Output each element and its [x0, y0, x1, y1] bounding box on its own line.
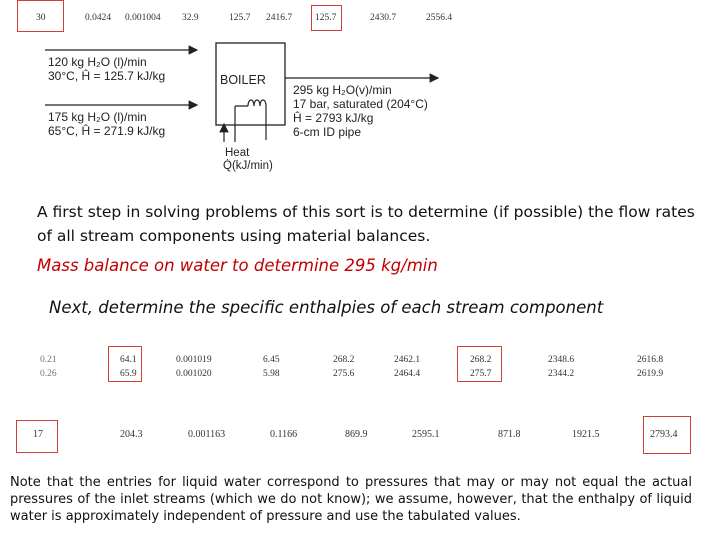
stream-text: Heat [225, 147, 250, 159]
table-cell: 0.001004 [125, 13, 161, 23]
outlet-stream-label [293, 83, 428, 139]
table-cell: 2462.1 [394, 355, 421, 365]
table-cell: 2464.4 [394, 369, 421, 379]
table-cell: 17 [33, 429, 43, 440]
inlet-stream-2-label [48, 110, 165, 138]
table-cell: 2416.7 [266, 13, 293, 23]
table-cell: 2616.8 [637, 355, 664, 365]
stream-text: 65°C, Ĥ = 271.9 kJ/kg [48, 124, 166, 138]
table-cell: 0.001019 [176, 355, 212, 365]
stream-text: 6-cm ID pipe [293, 125, 362, 139]
table-cell: 871.8 [498, 429, 521, 440]
table-cell: 2595.1 [412, 429, 440, 440]
highlight-box [457, 346, 502, 382]
table-cell: 268.2 [333, 355, 355, 365]
stream-text: 295 kg H₂O(v)/min [293, 83, 392, 97]
next-step-text: Next, determine the specific enthalpies of each stream component [49, 298, 604, 317]
table-cell: 1921.5 [572, 429, 600, 440]
table-cell: 2348.6 [548, 355, 575, 365]
table-cell: 2619.9 [637, 369, 664, 379]
table-cell: 64.1 [120, 355, 137, 365]
table-cell: 2793.4 [650, 429, 678, 440]
table-cell: 275.7 [470, 369, 492, 379]
table-cell: 275.6 [333, 369, 355, 379]
table-cell: 0.21 [40, 355, 57, 365]
stream-text: 120 kg H₂O (l)/min [48, 55, 147, 69]
table-cell: 0.26 [40, 369, 57, 379]
inlet-stream-1-label [48, 55, 165, 83]
table-cell: 0.001020 [176, 369, 212, 379]
table-cell: 125.7 [229, 13, 251, 23]
table-cell: 0.0424 [85, 13, 112, 23]
table-cell: 2344.2 [548, 369, 575, 379]
table-cell: 65.9 [120, 369, 137, 379]
stream-text: 17 bar, saturated (204°C) [293, 97, 428, 111]
table-cell: 0.001163 [188, 429, 226, 440]
mass-balance-text: Mass balance on water to determine 295 kg/min [37, 256, 438, 275]
heat-label [223, 147, 273, 173]
table-cell: 0.1166 [270, 429, 298, 440]
table-cell: 125.7 [315, 13, 337, 23]
stream-text: Q̇(kJ/min) [223, 160, 273, 172]
table-cell: 268.2 [470, 355, 492, 365]
table-cell: 5.98 [263, 369, 280, 379]
table-cell: 869.9 [345, 429, 368, 440]
intro-paragraph: A first step in solving problems of this sort is to determine (if possible) the flow rates of all stream components using material balances. [37, 203, 695, 245]
note-paragraph: Note that the entries for liquid water correspond to pressures that may or may not equal the actual pressures of the inlet streams (which we do not know); we assume, however, that the enthalpy of liquid water is approximately independent of pressure and use the tabulated values. [10, 475, 692, 524]
table-cell: 30 [36, 13, 46, 23]
table-cell: 2430.7 [370, 13, 397, 23]
stream-text: 175 kg H₂O (l)/min [48, 110, 147, 124]
boiler-label: BOILER [220, 73, 266, 87]
stream-text: 30°C, Ĥ = 125.7 kJ/kg [48, 69, 166, 83]
table-cell: 2556.4 [426, 13, 453, 23]
highlight-box [16, 420, 58, 453]
table-cell: 204.3 [120, 429, 143, 440]
highlight-box [108, 346, 142, 382]
table-cell: 32.9 [182, 13, 199, 23]
stream-text: Ĥ = 2793 kJ/kg [293, 111, 374, 125]
highlight-box [643, 416, 691, 454]
table-cell: 6.45 [263, 355, 280, 365]
